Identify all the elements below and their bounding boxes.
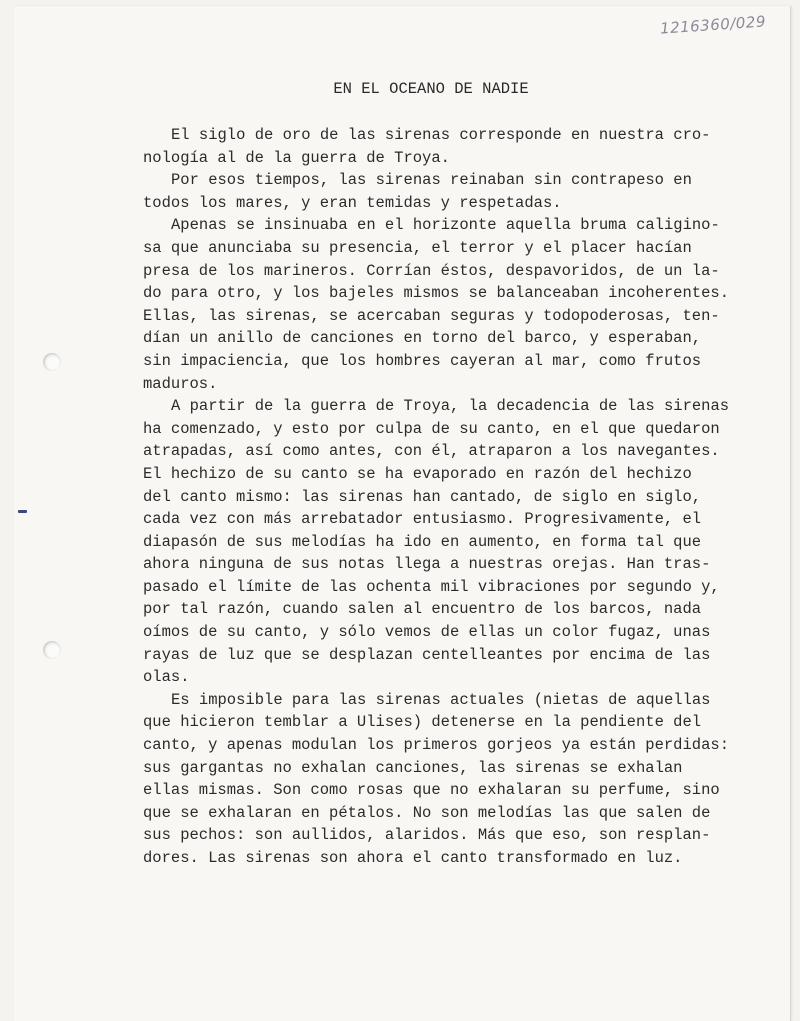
text-line: El siglo de oro de las sirenas corresponde en nuestra cro- (171, 126, 711, 144)
text-line: presa de los marineros. Corrían éstos, despavoridos, de un la- (143, 261, 720, 280)
text-line: Ellas, las sirenas, se acercaban seguras y todopoderosas, ten- (143, 306, 720, 325)
text-line: Es imposible para las sirenas actuales (nietas de aquellas (171, 690, 711, 709)
text-line: ha comenzado, y esto por culpa de su canto, en el que quedaron (143, 419, 720, 438)
ink-mark (18, 510, 27, 513)
text-line: diapasón de sus melodías ha ido en aumento, en forma tal que (143, 532, 702, 551)
text-line: ahora ninguna de sus notas llega a nuestras orejas. Han tras- (143, 555, 711, 574)
text-line: dores. Las sirenas son ahora el canto transformado en luz. (143, 849, 683, 867)
punch-hole (43, 641, 61, 659)
text-line: A partir de la guerra de Troya, la decadencia de las sirenas (171, 397, 730, 416)
document-title: EN EL OCEANO DE NADIE (333, 80, 529, 98)
text-line: sus gargantas no exhalan canciones, las sirenas se exhalan (143, 758, 683, 777)
text-line: del canto mismo: las sirenas han cantado, de siglo en siglo, (143, 487, 702, 506)
text-line: por tal razón, cuando salen al encuentro de los barcos, nada (143, 600, 702, 619)
document-body (143, 124, 729, 870)
text-line: olas. (143, 668, 190, 687)
text-line: cada vez con más arrebatador entusiasmo. Progresivamente, el (143, 510, 702, 529)
punch-hole (43, 353, 61, 371)
text-line: Por esos tiempos, las sirenas reinaban sin contrapeso en (171, 171, 692, 190)
text-line: pasado el límite de las ochenta mil vibraciones por segundo y, (143, 577, 720, 596)
text-line: dían un anillo de canciones en torno del barco, y esperaban, (143, 329, 702, 348)
text-line: Apenas se insinuaba en el horizonte aquella bruma caligino- (171, 216, 720, 235)
text-line: oímos de su canto, y sólo vemos de ellas un color fugaz, unas (143, 623, 711, 642)
text-line: que hicieron temblar a Ulises) detenerse en la pendiente del (143, 713, 702, 732)
text-line: do para otro, y los bajeles mismos se balanceaban incoherentes. (143, 284, 729, 303)
text-line: ellas mismas. Son como rosas que no exhalaran su perfume, sino (143, 781, 720, 800)
text-line: que se exhalaran en pétalos. No son melodías las que salen de (143, 803, 711, 822)
text-line: El hechizo de su canto se ha evaporado en razón del hechizo (143, 464, 692, 483)
archive-number-handwritten: 1216360/029 (659, 12, 767, 38)
text-line: sa que anunciaba su presencia, el terror y el placer hacían (143, 238, 692, 257)
text-line: maduros. (143, 374, 218, 393)
text-line: nología al de la guerra de Troya. (143, 148, 450, 167)
text-line: todos los mares, y eran temidas y respetadas. (143, 193, 562, 212)
text-line: sin impaciencia, que los hombres cayeran al mar, como frutos (143, 351, 702, 370)
text-line: canto, y apenas modulan los primeros gorjeos ya están perdidas: (143, 736, 729, 755)
text-line: sus pechos: son aullidos, alaridos. Más que eso, son resplan- (143, 826, 711, 845)
text-line: atrapadas, así como antes, con él, atraparon a los navegantes. (143, 442, 720, 461)
text-line: rayas de luz que se desplazan centelleantes por encima de las (143, 645, 711, 664)
